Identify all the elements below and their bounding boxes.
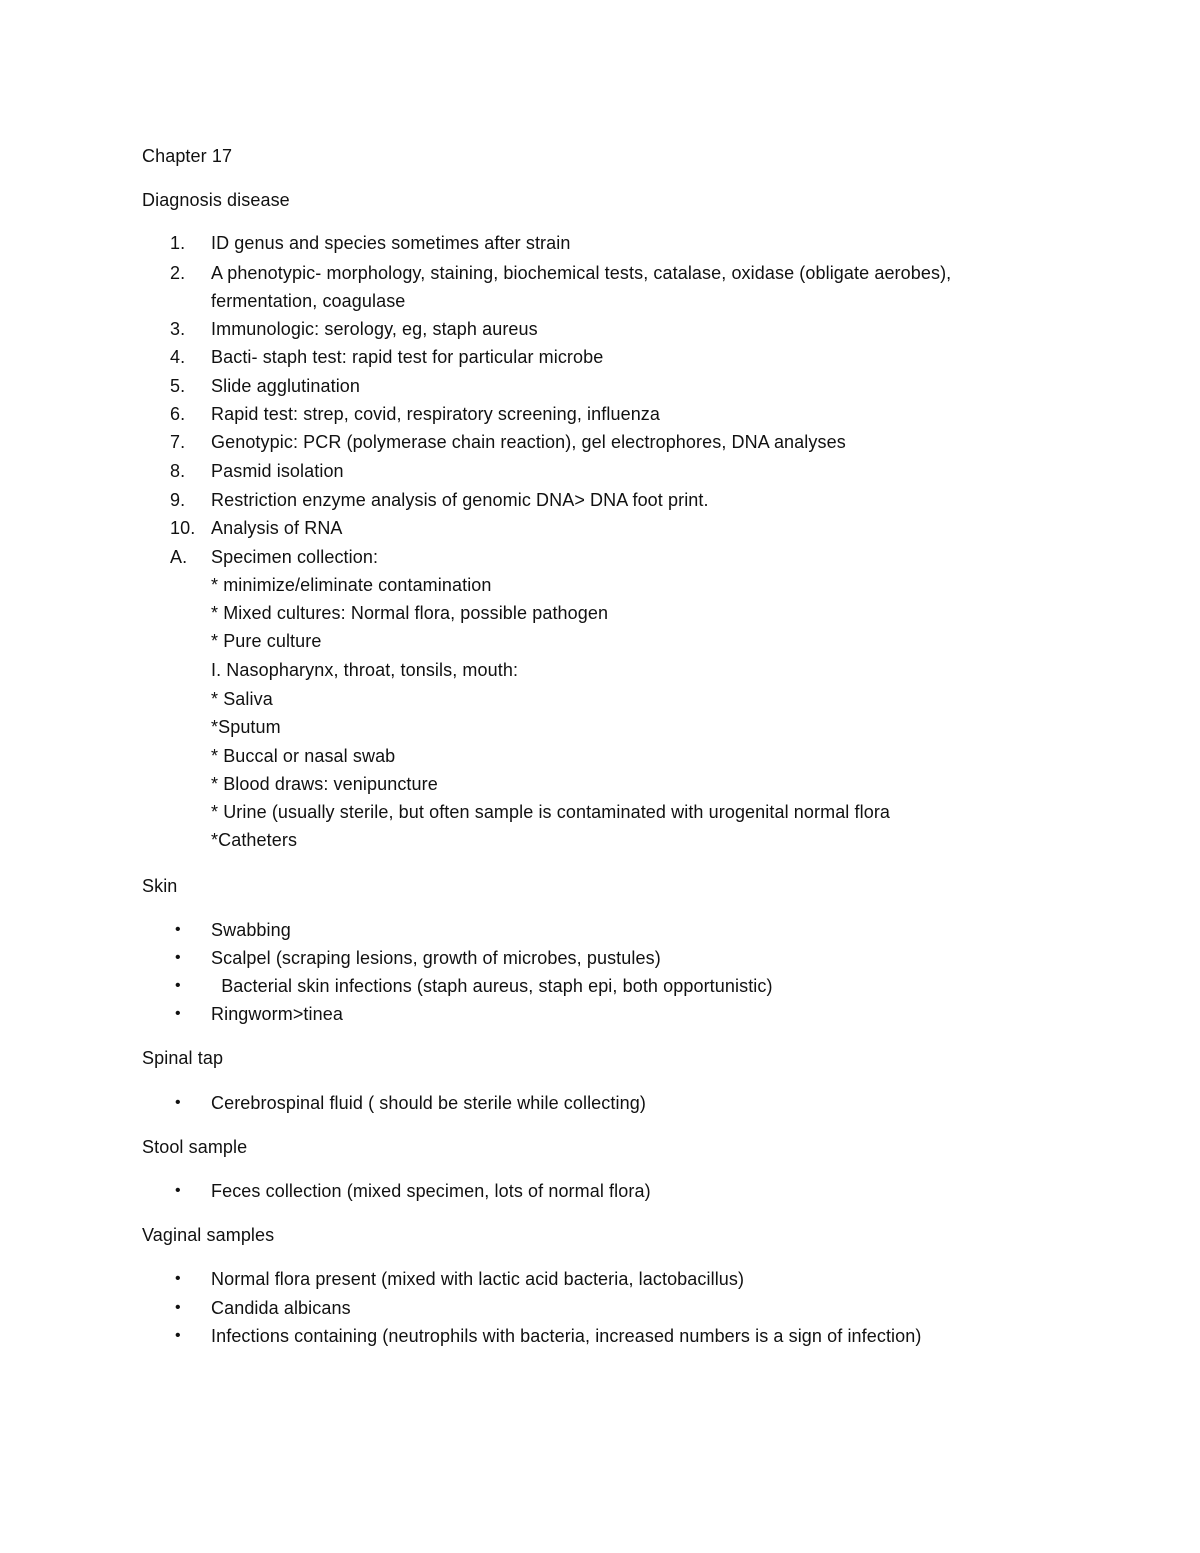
list-marker: 3. xyxy=(170,319,186,339)
list-marker: 7. xyxy=(170,432,186,452)
bullet-icon: • xyxy=(175,949,181,966)
bullet-icon: • xyxy=(175,1182,181,1199)
heading-vaginal-samples: Vaginal samples xyxy=(142,1225,275,1245)
list-marker: A. xyxy=(170,547,188,567)
bullet-icon: • xyxy=(175,977,181,994)
list-item-continuation: * Urine (usually sterile, but often sample is contaminated with urogenital normal flora xyxy=(211,802,891,822)
list-item: Specimen collection: xyxy=(211,547,379,567)
list-item: Swabbing xyxy=(211,920,291,940)
bullet-icon: • xyxy=(175,1327,181,1344)
list-item-continuation: * Saliva xyxy=(211,689,273,709)
list-item: Ringworm>tinea xyxy=(211,1004,343,1024)
list-item-continuation: I. Nasopharynx, throat, tonsils, mouth: xyxy=(211,660,519,680)
list-item: Feces collection (mixed specimen, lots of normal flora) xyxy=(211,1181,651,1201)
heading-spinal-tap: Spinal tap xyxy=(142,1048,224,1068)
list-item-continuation: * minimize/eliminate contamination xyxy=(211,575,492,595)
bullet-icon: • xyxy=(175,1299,181,1316)
list-item: Immunologic: serology, eg, staph aureus xyxy=(211,319,538,339)
list-item: Scalpel (scraping lesions, growth of microbes, pustules) xyxy=(211,948,661,968)
list-item-continuation: *Catheters xyxy=(211,830,298,850)
heading-skin: Skin xyxy=(142,876,178,896)
list-marker: 2. xyxy=(170,263,186,283)
list-item-continuation: * Blood draws: venipuncture xyxy=(211,774,438,794)
list-item: Cerebrospinal fluid ( should be sterile while collecting) xyxy=(211,1093,646,1113)
heading-stool-sample: Stool sample xyxy=(142,1137,248,1157)
list-item: ID genus and species sometimes after strain xyxy=(211,233,571,253)
list-item-continuation: * Pure culture xyxy=(211,631,322,651)
list-item: Pasmid isolation xyxy=(211,461,344,481)
list-item: Bacti- staph test: rapid test for particular microbe xyxy=(211,347,604,367)
list-item-continuation: fermentation, coagulase xyxy=(211,291,406,311)
list-marker: 5. xyxy=(170,376,186,396)
heading-diagnosis-disease: Diagnosis disease xyxy=(142,190,290,210)
list-item: Genotypic: PCR (polymerase chain reaction), gel electrophores, DNA analyses xyxy=(211,432,846,452)
list-marker: 4. xyxy=(170,347,186,367)
list-marker: 6. xyxy=(170,404,186,424)
list-item: Candida albicans xyxy=(211,1298,351,1318)
page-title: Chapter 17 xyxy=(142,146,233,166)
list-marker: 8. xyxy=(170,461,186,481)
list-item: Rapid test: strep, covid, respiratory screening, influenza xyxy=(211,404,661,424)
list-item: A phenotypic- morphology, staining, biochemical tests, catalase, oxidase (obligate aerobes), xyxy=(211,263,952,283)
list-item: Analysis of RNA xyxy=(211,518,343,538)
list-item: Restriction enzyme analysis of genomic DNA> DNA foot print. xyxy=(211,490,709,510)
list-item: Slide agglutination xyxy=(211,376,361,396)
list-marker: 10. xyxy=(170,518,196,538)
list-marker: 9. xyxy=(170,490,186,510)
list-item-continuation: * Mixed cultures: Normal flora, possible pathogen xyxy=(211,603,609,623)
bullet-icon: • xyxy=(175,1270,181,1287)
list-marker: 1. xyxy=(170,233,186,253)
list-item: Normal flora present (mixed with lactic acid bacteria, lactobacillus) xyxy=(211,1269,745,1289)
list-item-continuation: * Buccal or nasal swab xyxy=(211,746,396,766)
list-item: Infections containing (neutrophils with bacteria, increased numbers is a sign of infection) xyxy=(211,1326,922,1346)
list-item-continuation: *Sputum xyxy=(211,717,281,737)
bullet-icon: • xyxy=(175,921,181,938)
bullet-icon: • xyxy=(175,1005,181,1022)
list-item: Bacterial skin infections (staph aureus, staph epi, both opportunistic) xyxy=(211,976,773,996)
bullet-icon: • xyxy=(175,1094,181,1111)
